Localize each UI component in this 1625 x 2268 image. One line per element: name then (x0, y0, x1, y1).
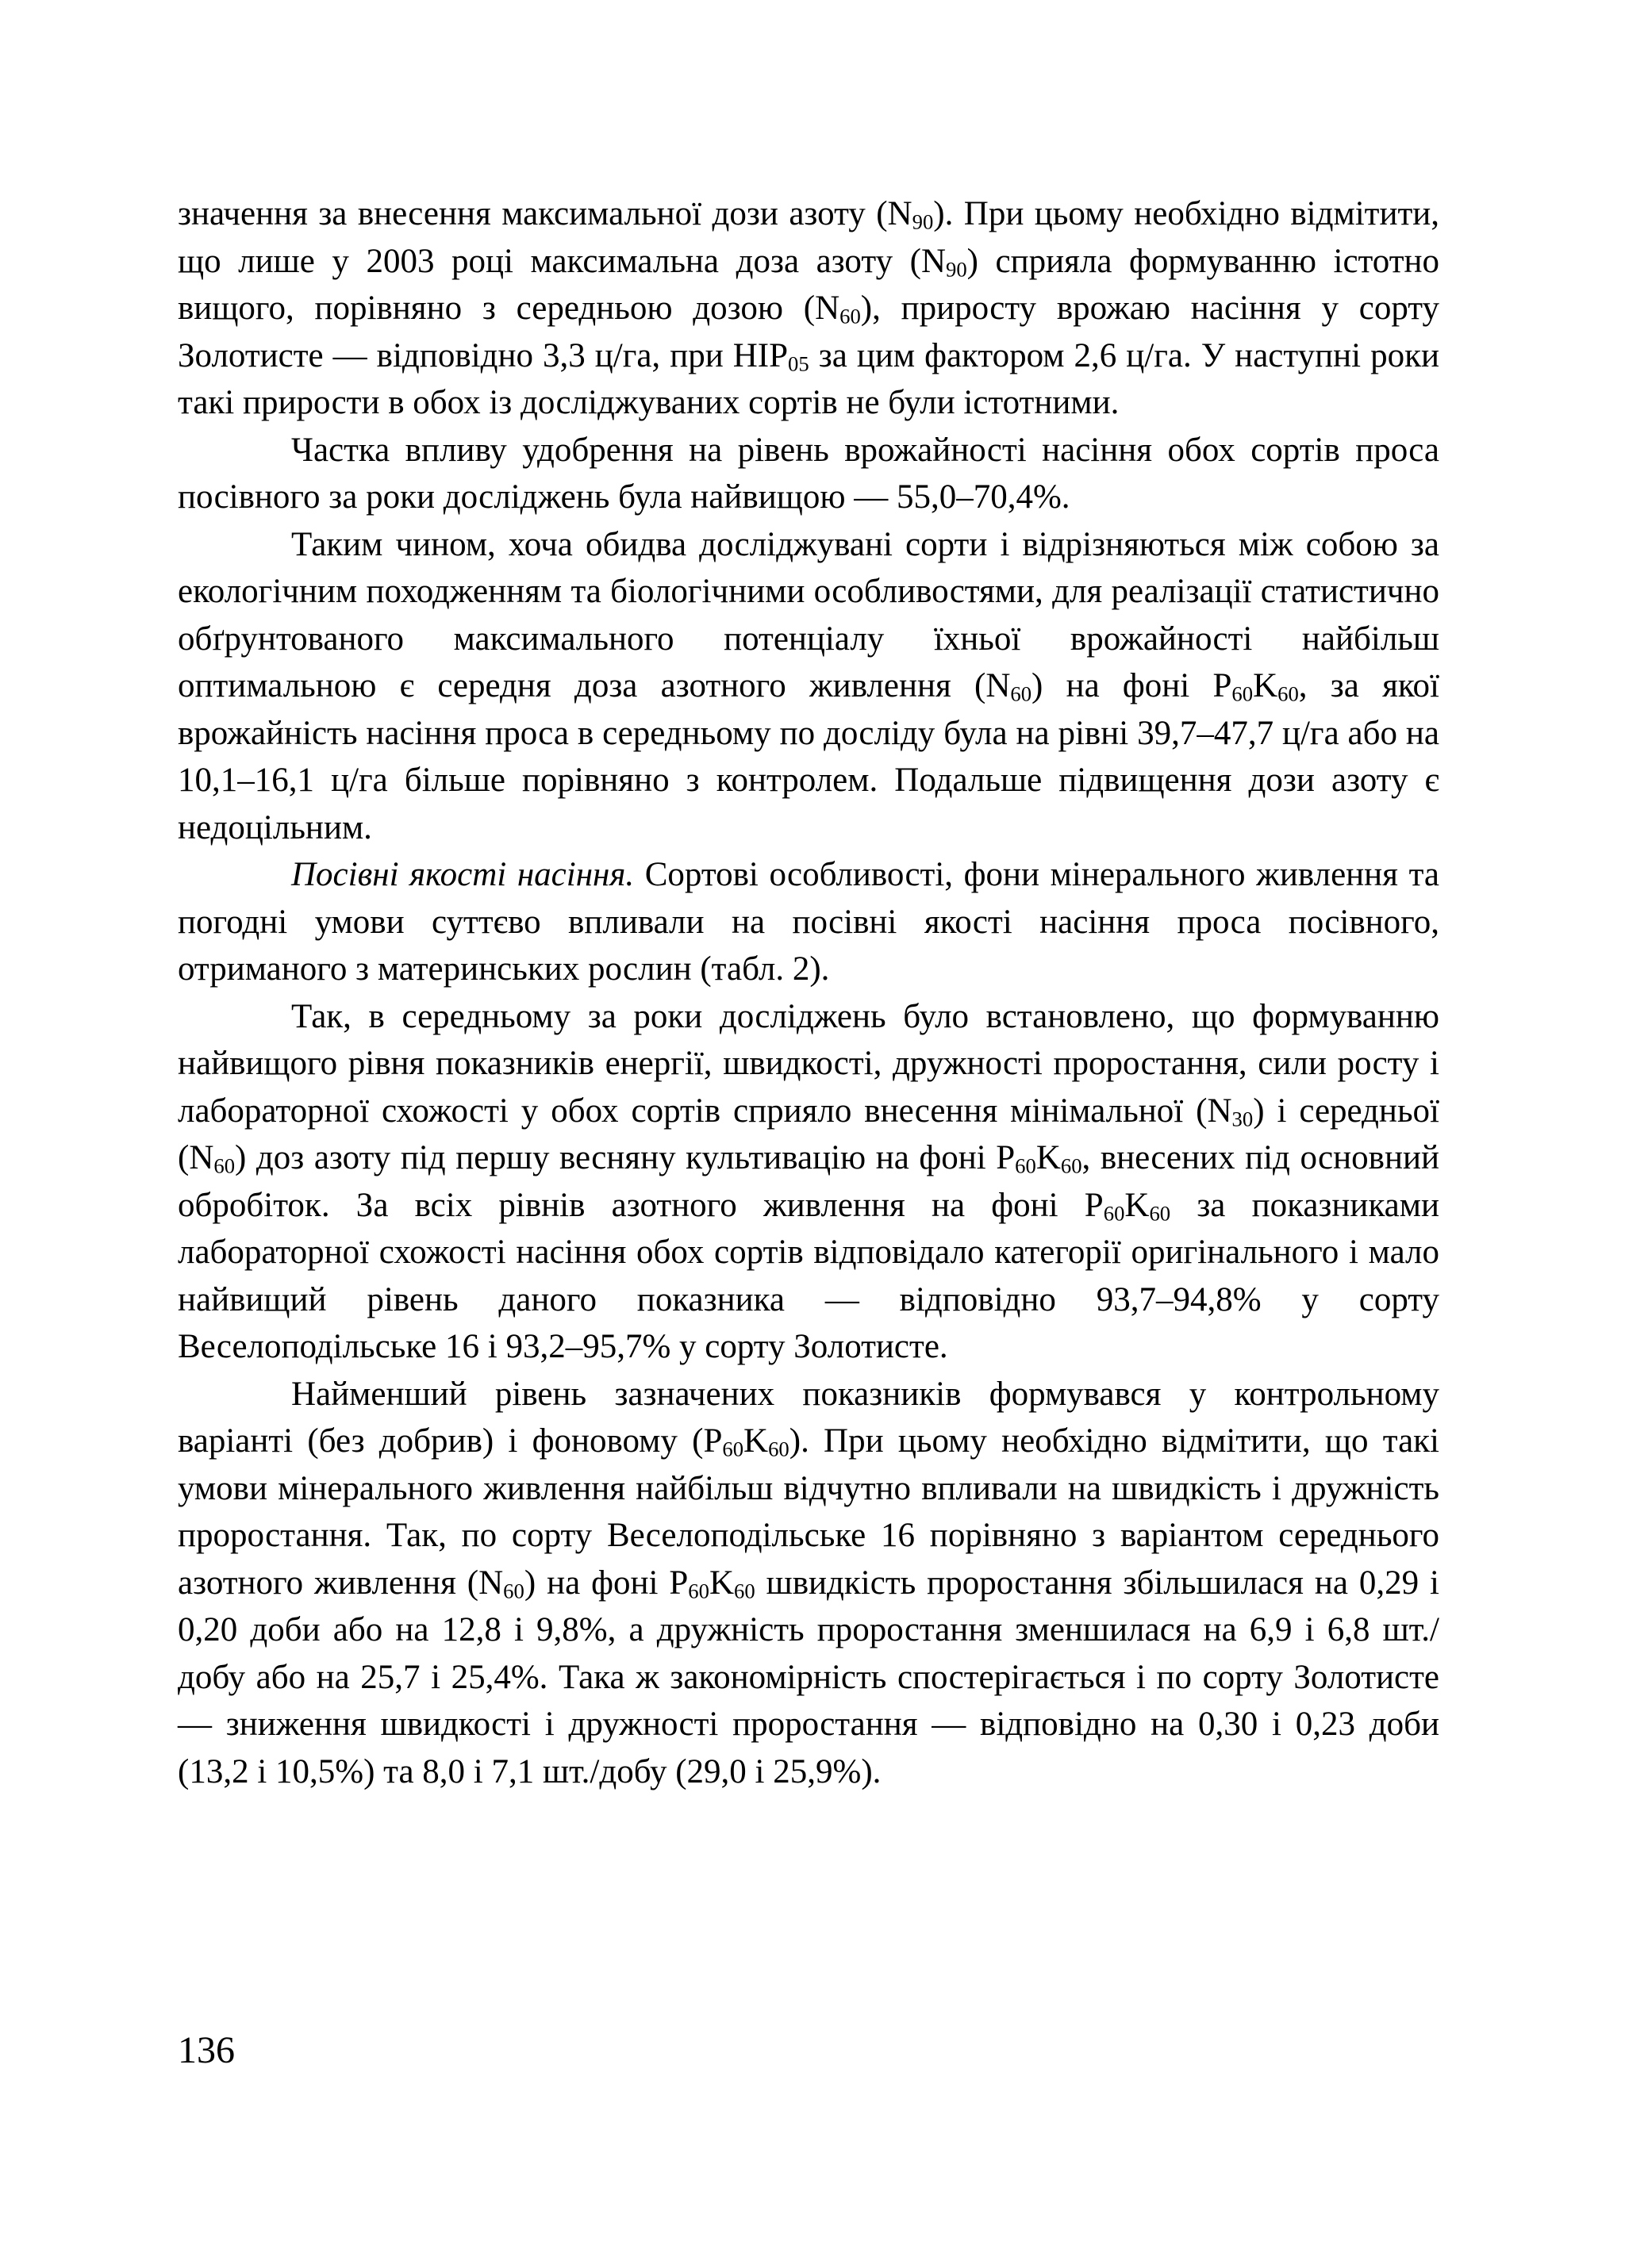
body-paragraph (178, 851, 1439, 993)
subscript-index: 60 (839, 304, 861, 328)
text-run: ). При цьому необхідно відмітити, що лише у 2003 році максимальна доза азоту (N (178, 195, 1440, 280)
subscript-index: 60 (768, 1437, 789, 1461)
subscript-index: 30 (1231, 1106, 1254, 1130)
text-run: ), приросту врожаю насіння у сорту Золотисте — відповідно 3,3 ц/га, при НІР (178, 290, 1439, 374)
text-run: ) сприяла формуванню істотно вищого, порівняно з середньою дозою (N (178, 242, 1439, 327)
text-run: ). При цьому необхідно відмітити, що такі умови мінерального живлення найбільш відчутно впливали на швидкість і дружність проростання. Так, по сорту Веселоподільське 16 порівняно з варіантом середнього азотного живлення (N (178, 1422, 1439, 1602)
subscript-index: 60 (1010, 681, 1032, 706)
text-run: K (1035, 1139, 1061, 1176)
body-paragraph (178, 993, 1439, 1371)
subscript-index: 60 (213, 1153, 236, 1178)
text-run: , внесених під основний обробіток. За всіх рівнів азотного живлення на фоні P (178, 1139, 1439, 1224)
text-run: Так, в середньому за роки досліджень було встановлено, що формуванню найвищого рівня показників енергії, швидкості, дружності проростання, сили росту і лабораторної схожості у обох сортів сприяло внесення мінімальної (N (178, 997, 1439, 1130)
text-run: Таким чином, хоча обидва досліджувані сорти і відрізняються між собою за екологічним походженням та біологічними особливостями, для реалізації статистично обґрунтованого максимального потенціалу їхньої врожайності найбільш оптимальною є середня доза азотного живлення (N (178, 525, 1439, 704)
subscript-index: 60 (722, 1437, 744, 1461)
text-run: за показниками лабораторної схожості насіння обох сортів відповідало категорії оригінального і мало найвищий рівень даного показника — відповідно 93,7–94,8% у сорту Веселоподільське 16 і 93,2–95,7% у сорту Золотисте. (178, 1186, 1439, 1365)
subscript-index: 60 (1277, 681, 1299, 706)
body-paragraph (178, 190, 1439, 427)
body-paragraph (178, 521, 1439, 852)
body-paragraph (178, 427, 1439, 521)
text-run: ) на фоні P (1031, 667, 1232, 704)
page-body (178, 190, 1439, 1795)
page-number: 136 (178, 2029, 235, 2071)
text-run: Частка впливу удобрення на рівень врожайності насіння обох сортів проса посівного за роки досліджень була найвищою — 55,0–70,4%. (178, 431, 1439, 516)
text-run: ) і середньої (N (178, 1092, 1439, 1176)
subscript-index: 60 (503, 1578, 524, 1602)
subscript-index: 90 (912, 209, 934, 234)
subscript-index: 60 (688, 1578, 709, 1602)
subscript-index: 60 (1060, 1153, 1082, 1178)
text-run: K (1253, 667, 1278, 704)
text-run: K (709, 1564, 735, 1602)
text-run: за цим фактором 2,6 ц/га. У наступні роки такі прирости в обох із досліджуваних сортів не були істотними. (178, 336, 1439, 421)
section-run-in-heading: Посівні якості насіння. (291, 856, 635, 893)
body-paragraph (178, 1371, 1439, 1796)
subscript-index: 90 (946, 256, 967, 281)
text-run: ) доз азоту під першу весняну культивацію на фоні P (235, 1139, 1016, 1176)
subscript-index: 05 (788, 351, 809, 375)
text-run: , за якої врожайність насіння проса в середньому по досліду була на рівні 39,7–47,7 ц/га або на 10,1–16,1 ц/га більше порівняно з контролем. Подальше підвищення дози азоту є недоцільним. (178, 667, 1440, 846)
text-run: значення за внесення максимальної дози азоту (N (178, 195, 912, 232)
text-run: K (1124, 1186, 1150, 1224)
subscript-index: 60 (1149, 1200, 1171, 1225)
text-run: Найменший рівень зазначених показників формувався у контрольному варіанті (без добрив) і фоновому (P (178, 1375, 1439, 1460)
subscript-index: 60 (734, 1578, 755, 1602)
subscript-index: 60 (1103, 1200, 1125, 1225)
text-run: швидкість проростання збільшилася на 0,29 і 0,20 доби або на 12,8 і 9,8%, а дружність проростання зменшилася на 6,9 і 6,8 шт./добу або на 25,7 і 25,4%. Така ж закономірність спостерігається і по сорту Золотисте — зниження швидкості і дружності проростання — відповідно на 0,30 і 0,23 доби (13,2 і 10,5%) та 8,0 і 7,1 шт./добу (29,0 і 25,9%). (178, 1564, 1439, 1790)
text-run: K (743, 1422, 769, 1460)
subscript-index: 60 (1231, 681, 1254, 706)
subscript-index: 60 (1015, 1153, 1036, 1178)
text-run: ) на фоні P (524, 1564, 689, 1602)
text-run: Сортові особливості, фони мінерального живлення та погодні умови суттєво впливали на посівні якості насіння проса посівного, отриманого з материнських рослин (табл. 2). (178, 856, 1439, 988)
